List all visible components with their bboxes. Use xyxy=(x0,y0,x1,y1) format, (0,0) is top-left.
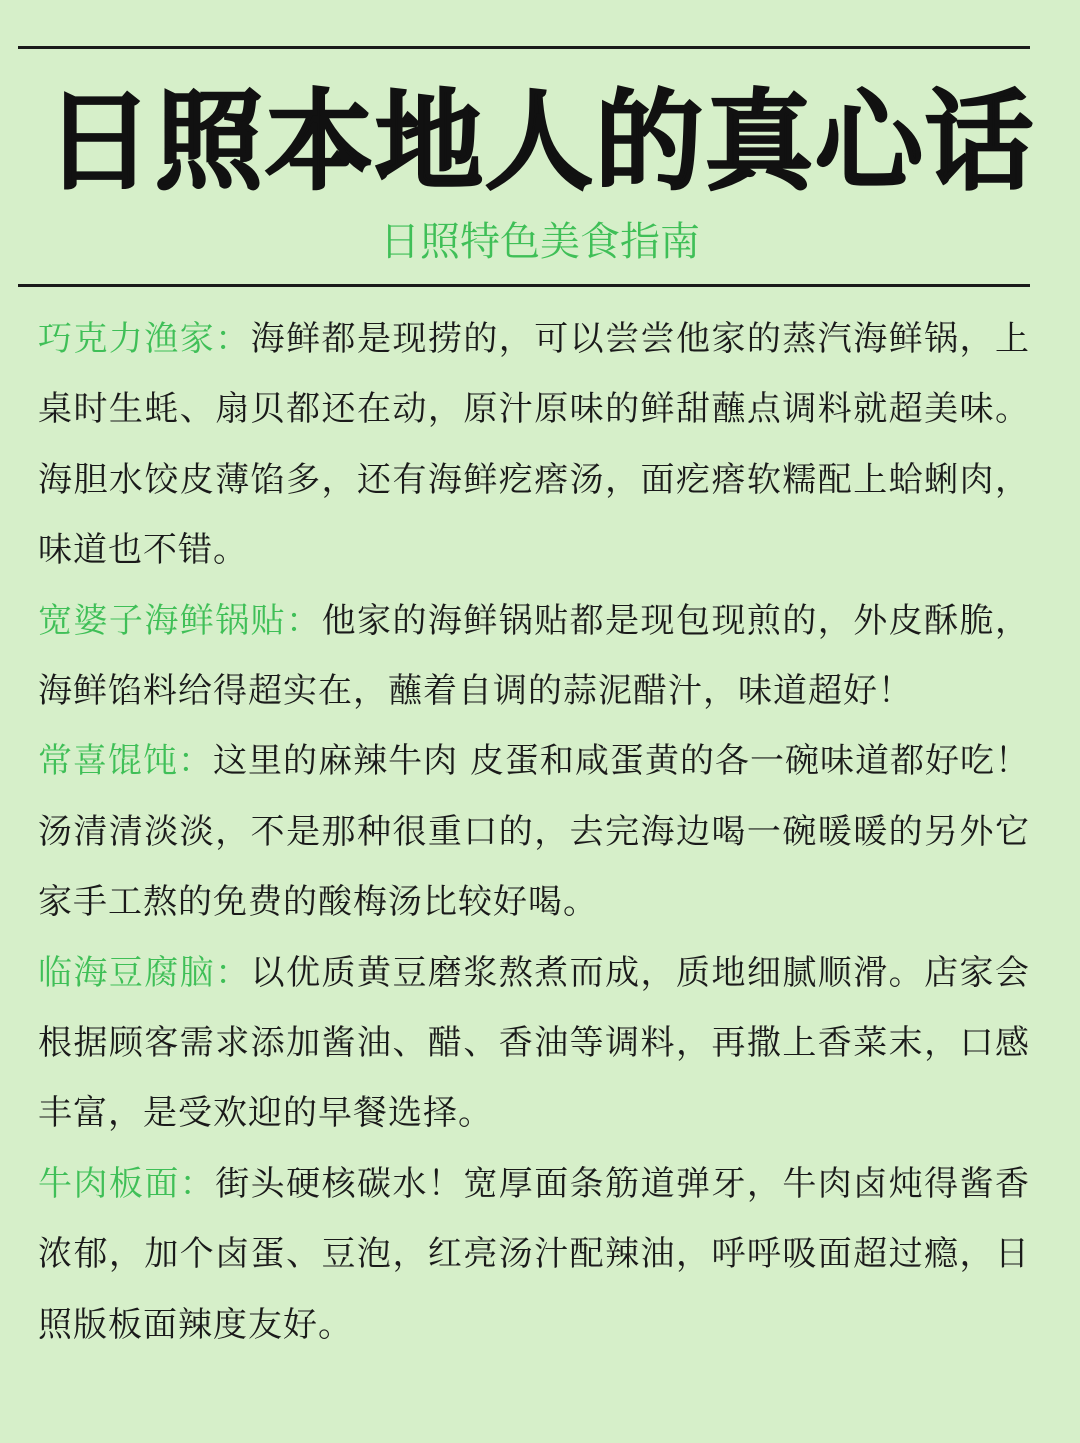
food-entry-qiaokeli-yujia xyxy=(38,304,1030,586)
food-entry-name: 宽婆子海鲜锅贴： xyxy=(38,600,322,641)
food-entry-name: 常喜馄饨： xyxy=(38,741,214,782)
food-entry-text: 街头硬核碳水！宽厚面条筋道弹牙，牛肉卤炖得酱香浓郁，加个卤蛋、豆泡，红亮汤汁配辣油，呼呼吸面超过瘾，日照版板面辣度友好。 xyxy=(38,1163,1031,1345)
food-entry-text: 这里的麻辣牛肉 皮蛋和咸蛋黄的各一碗味道都好吃！汤清清淡淡，不是那种很重口的，去完海边喝一碗暖暖的另外它家手工熬的免费的酸梅汤比较好喝。 xyxy=(38,741,1031,923)
header-divider xyxy=(18,284,1030,287)
food-entry-changxi-huntun xyxy=(38,726,1030,937)
page-subtitle: 日照特色美食指南 xyxy=(380,219,700,265)
top-divider xyxy=(18,46,1030,49)
food-entry-text: 他家的海鲜锅贴都是现包现煎的，外皮酥脆，海鲜馅料给得超实在，蘸着自调的蒜泥醋汁，味道超好！ xyxy=(38,600,1031,712)
food-entry-text: 以优质黄豆磨浆熬煮而成，质地细腻顺滑。店家会根据顾客需求添加酱油、醋、香油等调料，再撒上香菜末，口感丰富，是受欢迎的早餐选择。 xyxy=(38,952,1031,1134)
food-entry-kuanpozi-guotie xyxy=(38,586,1030,727)
food-entry-linhai-doufunao xyxy=(38,938,1030,1149)
food-entry-niurou-banmian xyxy=(38,1149,1030,1360)
food-entry-text: 海鲜都是现捞的，可以尝尝他家的蒸汽海鲜锅，上桌时生蚝、扇贝都还在动，原汁原味的鲜甜蘸点调料就超美味。海胆水饺皮薄馅多，还有海鲜疙瘩汤，面疙瘩软糯配上蛤蜊肉，味道也不错。 xyxy=(38,319,1031,571)
food-entry-name: 临海豆腐脑： xyxy=(38,952,251,993)
food-entry-name: 巧克力渔家： xyxy=(38,319,251,359)
page-title: 日照本地人的真心话 xyxy=(44,80,1035,205)
food-entry-name: 牛肉板面： xyxy=(38,1163,216,1204)
food-list xyxy=(38,304,1030,1360)
